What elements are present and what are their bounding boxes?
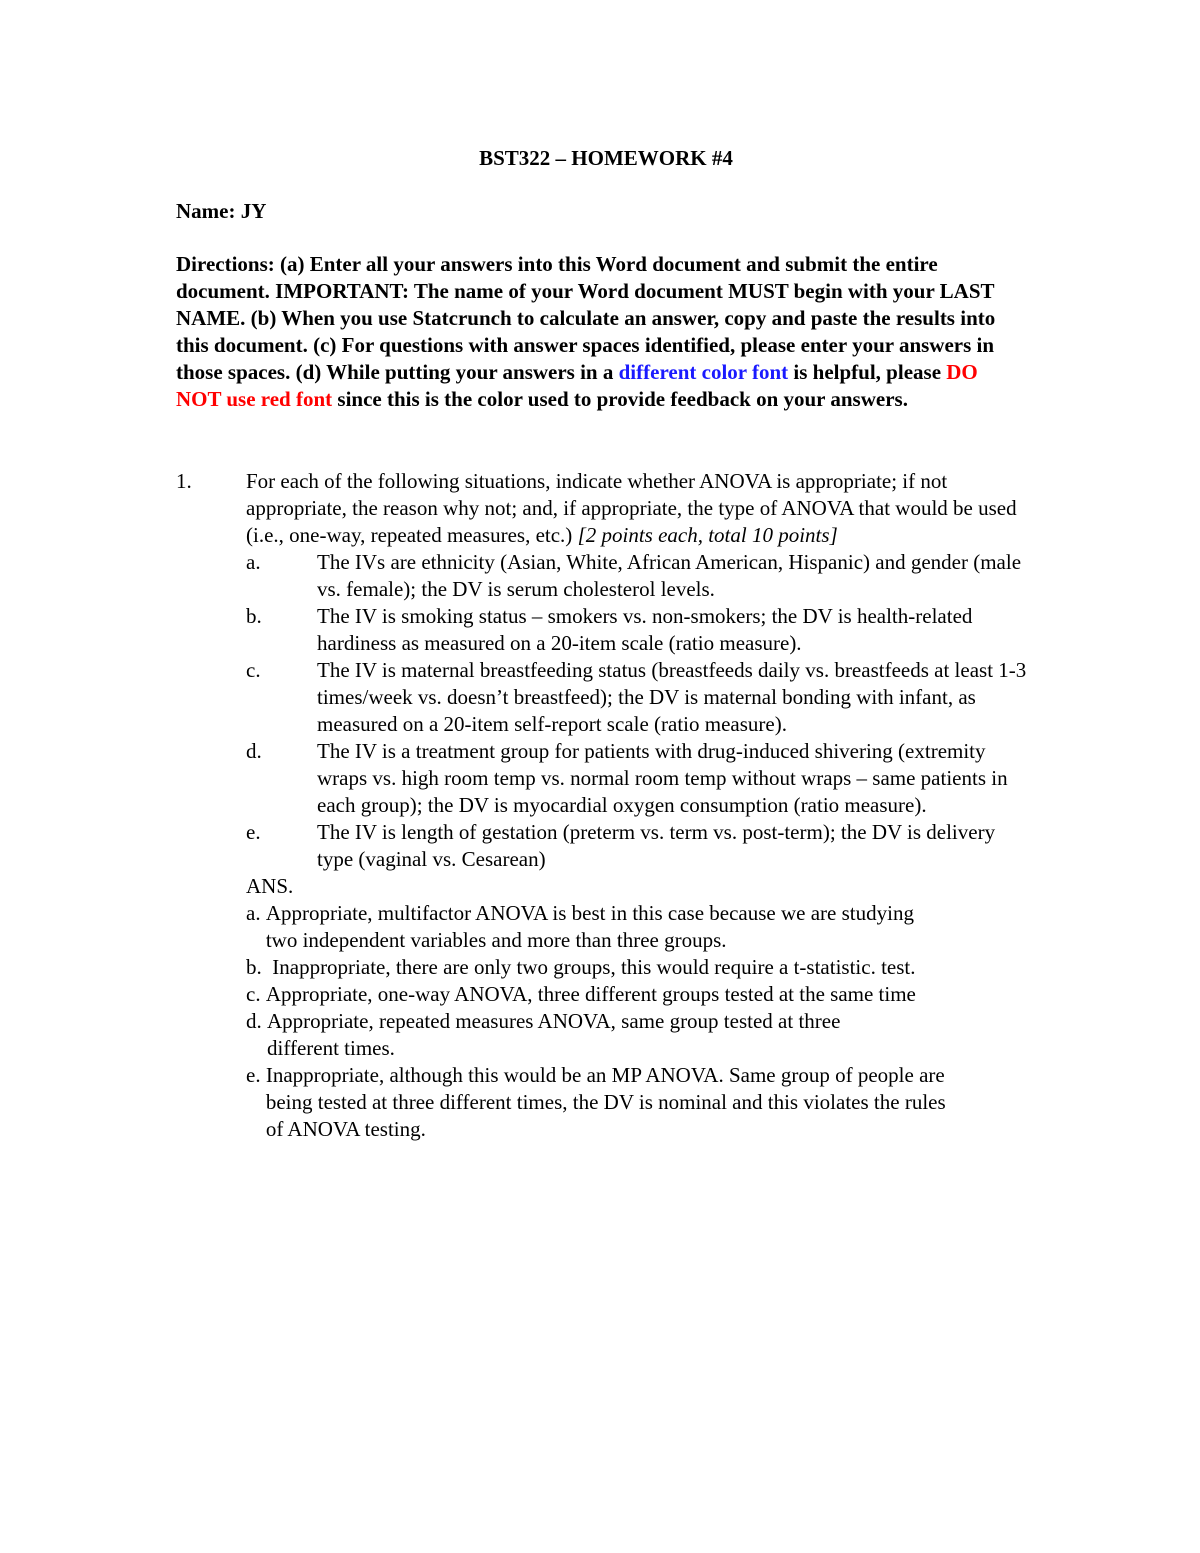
situation-label: a. [246, 550, 261, 574]
question-points: [2 points each, total 10 points] [577, 523, 838, 547]
answer-item [246, 900, 926, 954]
situation-label: d. [246, 739, 262, 763]
answer-section [246, 873, 1036, 1143]
answer-item [246, 1008, 906, 1062]
situation-item [246, 657, 1036, 738]
directions-text-2: is helpful, please [788, 360, 947, 384]
name-line: Name: JY [176, 199, 267, 223]
situation-item [246, 738, 1036, 819]
situation-text: The IV is a treatment group for patients with drug-induced shivering (extremity wraps vs. high room temp vs. normal room temp without wraps – same patients in each group); the DV is myocardial oxygen consumption (ratio measure). [317, 739, 1008, 817]
answer-label: b. [246, 955, 273, 979]
situation-item [246, 603, 1036, 657]
directions-paragraph [176, 251, 1026, 413]
answer-item [246, 1062, 956, 1143]
answer-item [246, 981, 946, 1008]
situation-text: The IV is maternal breastfeeding status (breastfeeds daily vs. breastfeeds at least 1-3 times/week vs. doesn’t breastfeed); the DV is maternal bonding with infant, as measured on a 20-item self-report scale (ratio measure). [317, 658, 1027, 736]
answer-text: Appropriate, repeated measures ANOVA, same group tested at three different times. [267, 1009, 841, 1060]
question-text-body: For each of the following situations, indicate whether ANOVA is appropriate; if not appropriate, the reason why not; and, if appropriate, the type of ANOVA that would be used (i.e., one-way, repeated measures, etc.) [246, 469, 1017, 547]
answer-text: Inappropriate, there are only two groups, this would require a t-statistic. test. [272, 955, 916, 979]
situation-item [246, 819, 1036, 873]
answer-item [246, 954, 936, 981]
answer-label: c. [246, 982, 266, 1006]
question-1-prompt [176, 468, 1036, 549]
situation-text: The IV is smoking status – smokers vs. non-smokers; the DV is health-related hardiness as measured on a 20-item scale (ratio measure). [317, 604, 973, 655]
answer-label: d. [246, 1009, 267, 1033]
answer-text: Appropriate, multifactor ANOVA is best in this case because we are studying two independent variables and more than three groups. [265, 901, 914, 952]
answer-label: e. [246, 1063, 266, 1087]
answer-heading: ANS. [246, 874, 294, 898]
answer-text: Appropriate, one-way ANOVA, three different groups tested at the same time [265, 982, 916, 1006]
situation-label: c. [246, 658, 261, 682]
situation-label: e. [246, 820, 261, 844]
directions-text-1: Directions: (a) Enter all your answers into this Word document and submit the entire document. IMPORTANT: The name of your Word document MUST begin with your LAST NAME. (b) When you use Statcrunch to calculate an answer, copy and paste the results into this document. (c) For questions with answer spaces identified, please enter your answers in those spaces. (d) While putting your answers in a [176, 252, 996, 384]
answer-text: Inappropriate, although this would be an MP ANOVA. Same group of people are being tested at three different times, the DV is nominal and this violates the rules of ANOVA testing. [265, 1063, 946, 1141]
question-text [246, 468, 1036, 549]
document-title: BST322 – HOMEWORK #4 [479, 146, 733, 170]
question-number: 1. [176, 469, 192, 493]
situation-text: The IV is length of gestation (preterm vs. term vs. post-term); the DV is delivery type (vaginal vs. Cesarean) [317, 820, 996, 871]
directions-blue-text: different color font [618, 360, 789, 384]
situation-item [246, 549, 1036, 603]
directions-red-text: DO NOT use red font [176, 360, 978, 411]
situation-text: The IVs are ethnicity (Asian, White, African American, Hispanic) and gender (male vs. female); the DV is serum cholesterol levels. [317, 550, 1022, 601]
question-1 [176, 468, 1036, 1143]
situation-label: b. [246, 604, 262, 628]
answer-label: a. [246, 901, 266, 925]
situation-list [246, 549, 1036, 873]
directions-text-3: since this is the color used to provide feedback on your answers. [332, 387, 908, 411]
